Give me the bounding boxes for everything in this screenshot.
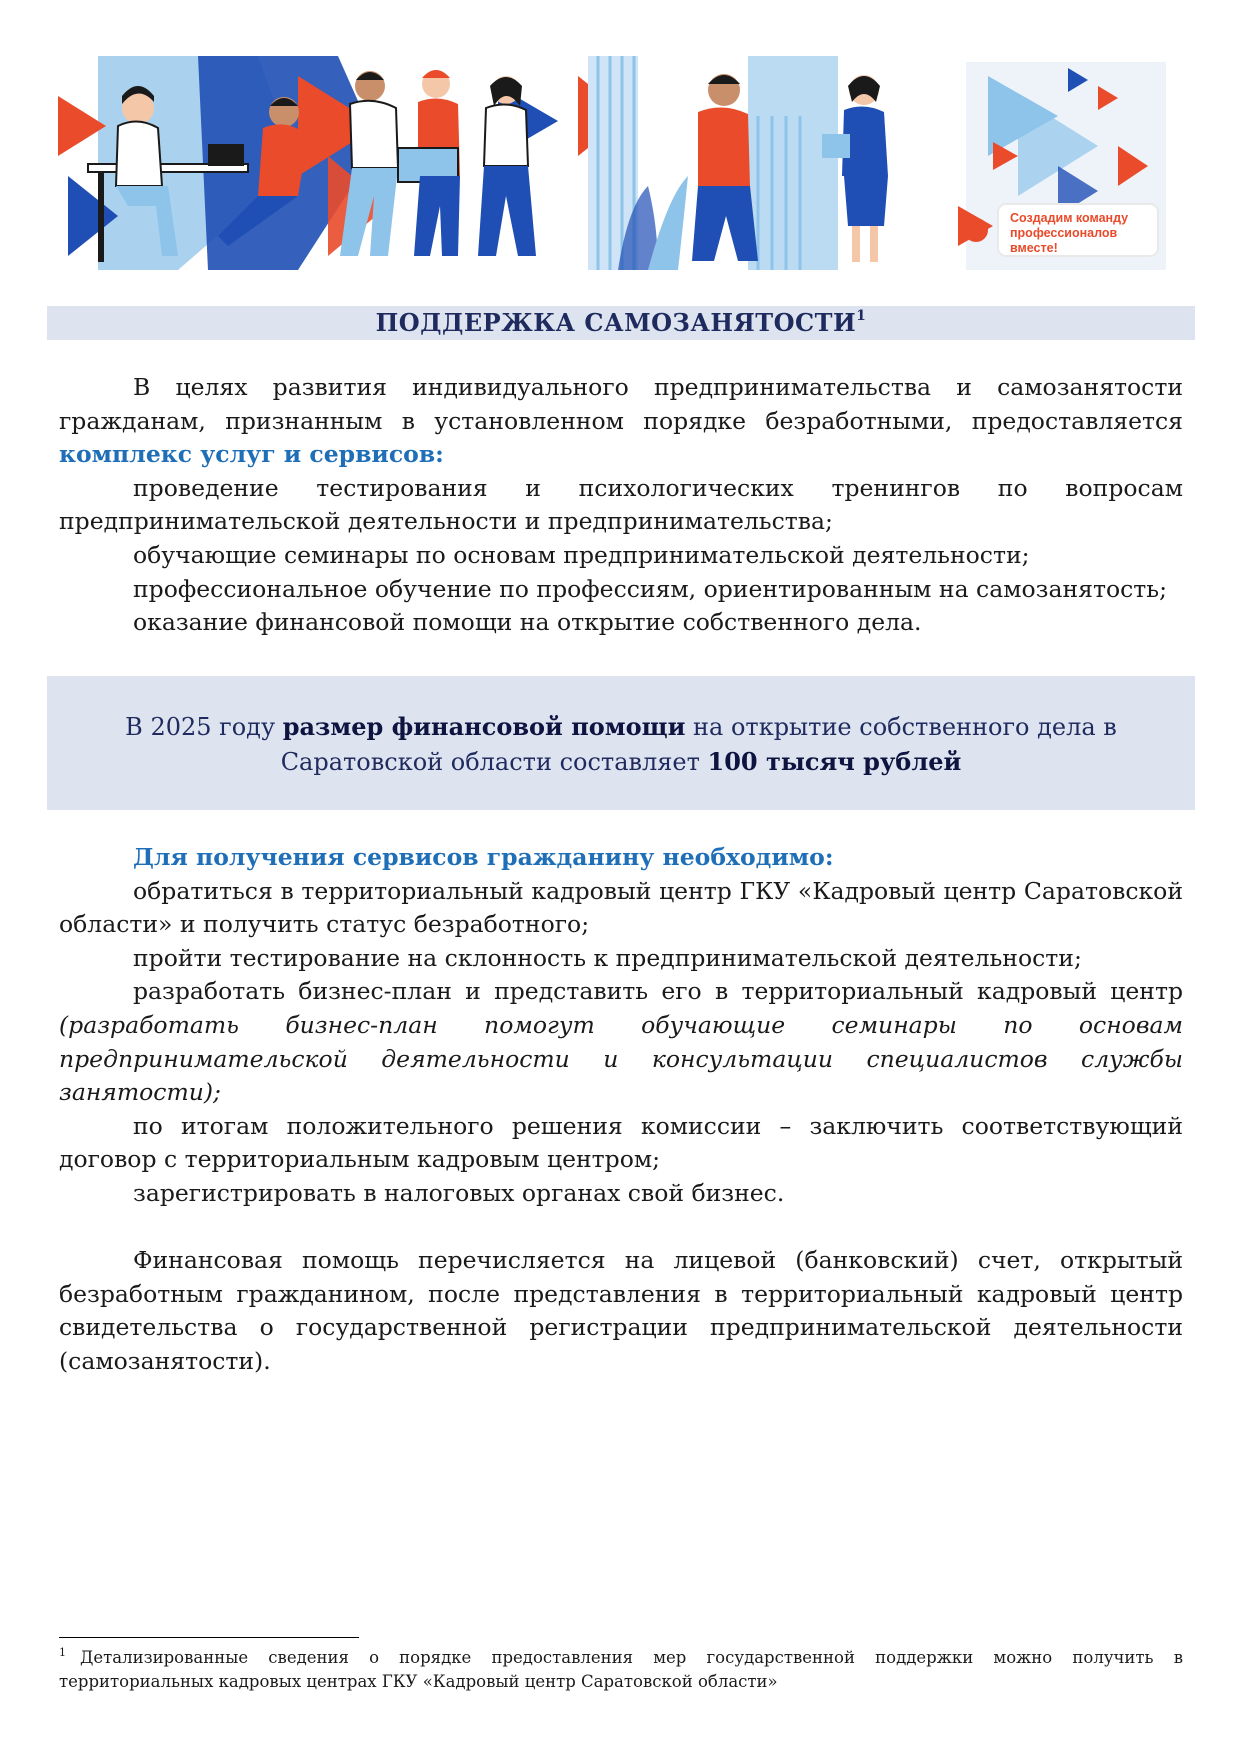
intro-section [59,371,1183,640]
steps-heading: Для получения сервисов гражданину необходимо: [133,843,834,871]
footnote-text: Детализированные сведения о порядке предоставления мер государственной поддержки можно получить в территориальных кадровых центрах ГКУ «Кадровый центр Саратовской области» [59,1648,1183,1691]
closing-paragraph: Финансовая помощь перечисляется на лицевой (банковский) счет, открытый безработным гражданином, после представления в территориальный кадровый центр свидетельства о государственной регистрации предпринимательской деятельности (самозанятости). [59,1246,1183,1375]
banner-illustration [58,56,1166,270]
intro-paragraph [59,371,1183,472]
page-title-bar [47,306,1195,340]
info-text-1: В 2025 году [125,713,283,741]
title-footnote-mark: 1 [856,308,867,324]
badge-line-1: Создадим команду [1010,211,1129,225]
intro-text: В целях развития индивидуального предпринимательства и самозанятости гражданам, признанным в установленном порядке безработными, предоставляется [59,373,1183,435]
footnote-mark: 1 [59,1646,66,1659]
service-item: профессиональное обучение по профессиям, ориентированным на самозанятость; [133,574,1167,603]
service-item: оказание финансовой помощи на открытие собственного дела. [133,608,922,637]
service-item: проведение тестирования и психологических тренингов по вопросам предпринимательской деятельности и предпринимательства; [59,473,1183,536]
step-item-with-note [59,975,1183,1109]
intro-highlight: комплекс услуг и сервисов: [59,440,444,469]
step-item: по итогам положительного решения комиссии – заключить соответствующий договор с территориальным кадровым центром; [59,1111,1183,1174]
step-note: (разработать бизнес-план помогут обучающие семинары по основам предпринимательской деятельности и консультации специалистов службы занятости); [59,1010,1183,1107]
step-text: разработать бизнес-план и представить его в территориальный кадровый центр [133,977,1183,1006]
footnote-separator [59,1637,359,1638]
step-item: зарегистрировать в налоговых органах свой бизнес. [133,1178,785,1207]
info-bold-1: размер финансовой помощи [282,712,686,741]
badge-line-3: вместе! [1010,241,1058,255]
badge-line-2: профессионалов [1010,226,1118,240]
steps-section [59,841,1183,1379]
info-text-2: на открытие собственного дела в Саратовской области составляет [280,713,1117,776]
financial-aid-info-box [47,676,1195,810]
service-item: обучающие семинары по основам предпринимательской деятельности; [133,540,1030,569]
step-item: обратиться в территориальный кадровый центр ГКУ «Кадровый центр Саратовской области» и получить статус безработного; [59,876,1183,939]
step-item: пройти тестирование на склонность к предпринимательской деятельности; [133,943,1082,972]
page-title: ПОДДЕРЖКА САМОЗАНЯТОСТИ [375,308,857,337]
info-bold-2: 100 тысяч рублей [707,746,962,776]
footnote [59,1646,1183,1694]
